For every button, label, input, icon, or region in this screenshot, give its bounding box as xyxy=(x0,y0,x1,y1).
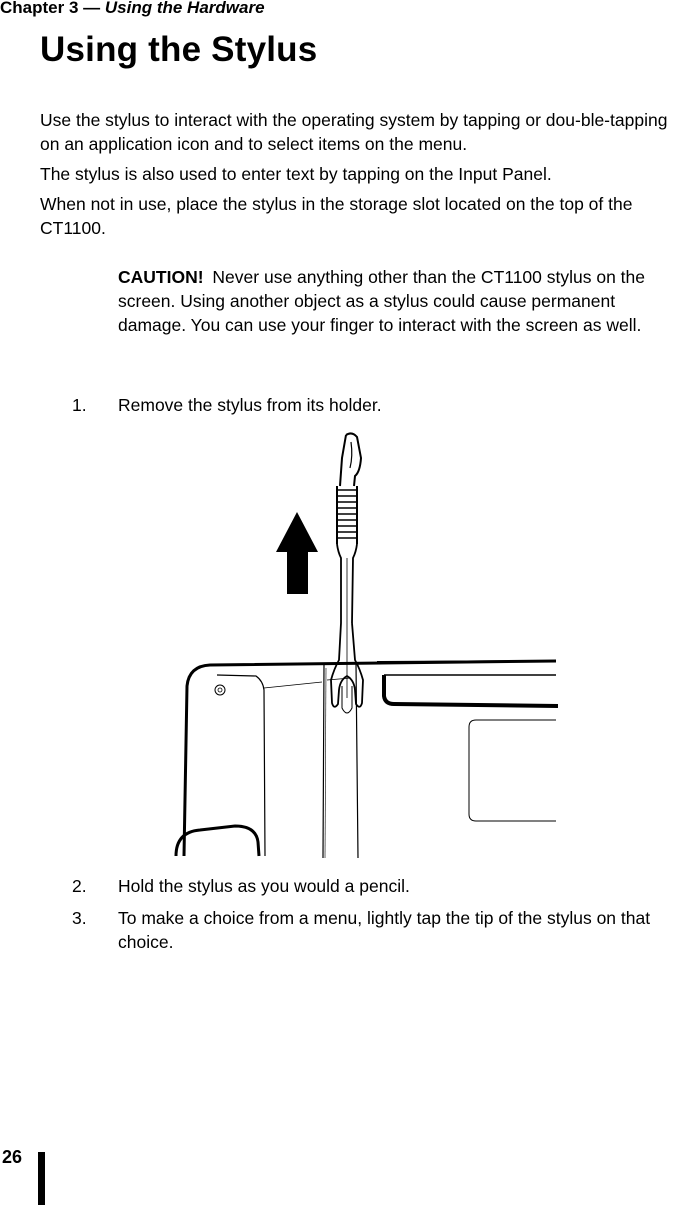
step-text: To make a choice from a menu, lightly tap the tip of the stylus on that choice. xyxy=(118,908,651,952)
step-number: 3. xyxy=(72,908,87,928)
page-number: 26 xyxy=(2,1147,23,1167)
step-text: Remove the stylus from its holder. xyxy=(118,395,382,415)
input-panel-paragraph: The stylus is also used to enter text by tapping on the Input Panel. xyxy=(40,164,552,184)
page-title: Using the Stylus xyxy=(40,30,318,69)
step-text: Hold the stylus as you would a pencil. xyxy=(118,876,410,896)
device-corner-icon xyxy=(176,661,558,858)
step-3 xyxy=(72,906,684,954)
chapter-title: Using the Hardware xyxy=(104,0,265,17)
stylus-icon xyxy=(331,433,363,713)
step-number: 1. xyxy=(72,395,87,415)
up-arrow-icon xyxy=(276,512,318,594)
stylus-removal-figure xyxy=(172,428,558,858)
step-2 xyxy=(72,874,684,898)
step-1 xyxy=(72,393,684,417)
page-margin-bar xyxy=(38,1152,45,1205)
caution-note xyxy=(118,265,684,337)
step-number: 2. xyxy=(72,876,87,896)
caution-label: CAUTION! xyxy=(118,267,204,287)
storage-paragraph: When not in use, place the stylus in the storage slot located on the top of the CT1100. xyxy=(40,194,633,238)
caution-text: Never use anything other than the CT1100 stylus on the screen. Using another object as a stylus could cause permanent damage. You can use your finger to interact with the screen as well. xyxy=(118,267,645,335)
running-header xyxy=(0,0,265,18)
chapter-label: Chapter 3 — xyxy=(0,0,101,17)
intro-paragraph: Use the stylus to interact with the operating system by tapping or dou-ble-tapping on an application icon and to select items on the menu. xyxy=(40,110,668,154)
